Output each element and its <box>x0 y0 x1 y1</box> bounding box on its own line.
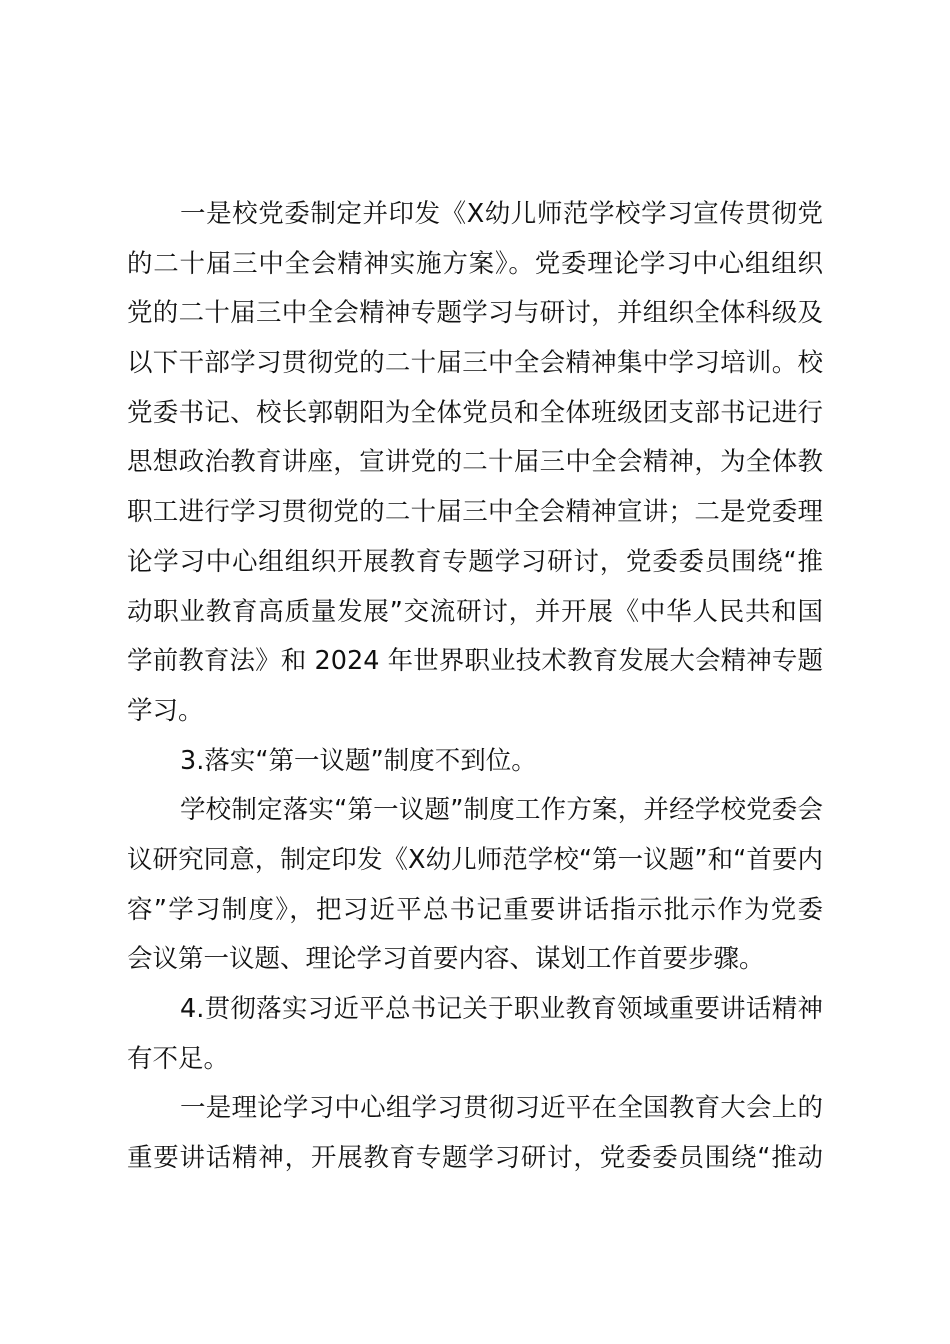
text-line: 论学习中心组组织开展教育专题学习研讨，党委委员围绕“推 <box>127 546 823 577</box>
text-line: 的二十届三中全会精神实施方案》。党委理论学习中心组组织 <box>127 248 823 279</box>
text-line: 议研究同意，制定印发《X幼儿师范学校“第一议题”和“首要内 <box>127 844 823 875</box>
text-line: 一是理论学习中心组学习贯彻习近平在全国教育大会上的 <box>180 1093 823 1124</box>
text-line: 党的二十届三中全会精神专题学习与研讨，并组织全体科级及 <box>127 298 823 329</box>
text-line: 动职业教育高质量发展”交流研讨，并开展《中华人民共和国 <box>127 596 823 627</box>
text-line: 思想政治教育讲座，宣讲党的二十届三中全会精神，为全体教 <box>127 447 823 478</box>
text-line: 学校制定落实“第一议题”制度工作方案，并经学校党委会 <box>180 795 823 826</box>
text-line: 有不足。 <box>127 1043 230 1074</box>
text-line: 3.落实“第一议题”制度不到位。 <box>180 745 537 776</box>
text-line: 党委书记、校长郭朝阳为全体党员和全体班级团支部书记进行 <box>127 397 823 428</box>
text-line: 职工进行学习贯彻党的二十届三中全会精神宣讲；二是党委理 <box>127 497 823 528</box>
text-line: 会议第一议题、理论学习首要内容、谋划工作首要步骤。 <box>127 944 765 975</box>
text-line: 重要讲话精神，开展教育专题学习研讨，党委委员围绕“推动 <box>127 1143 823 1174</box>
text-line: 4.贯彻落实习近平总书记关于职业教育领域重要讲话精神 <box>180 994 823 1024</box>
text-line: 容”学习制度》，把习近平总书记重要讲话指示批示作为党委 <box>127 894 823 925</box>
text-line: 一是校党委制定并印发《X幼儿师范学校学习宣传贯彻党 <box>180 199 823 229</box>
text-line: 学习。 <box>127 695 204 726</box>
document-page <box>127 190 823 1184</box>
text-line: 学前教育法》和 2024 年世界职业技术教育发展大会精神专题 <box>127 646 823 677</box>
text-line: 以下干部学习贯彻党的二十届三中全会精神集中学习培训。校 <box>127 348 823 379</box>
